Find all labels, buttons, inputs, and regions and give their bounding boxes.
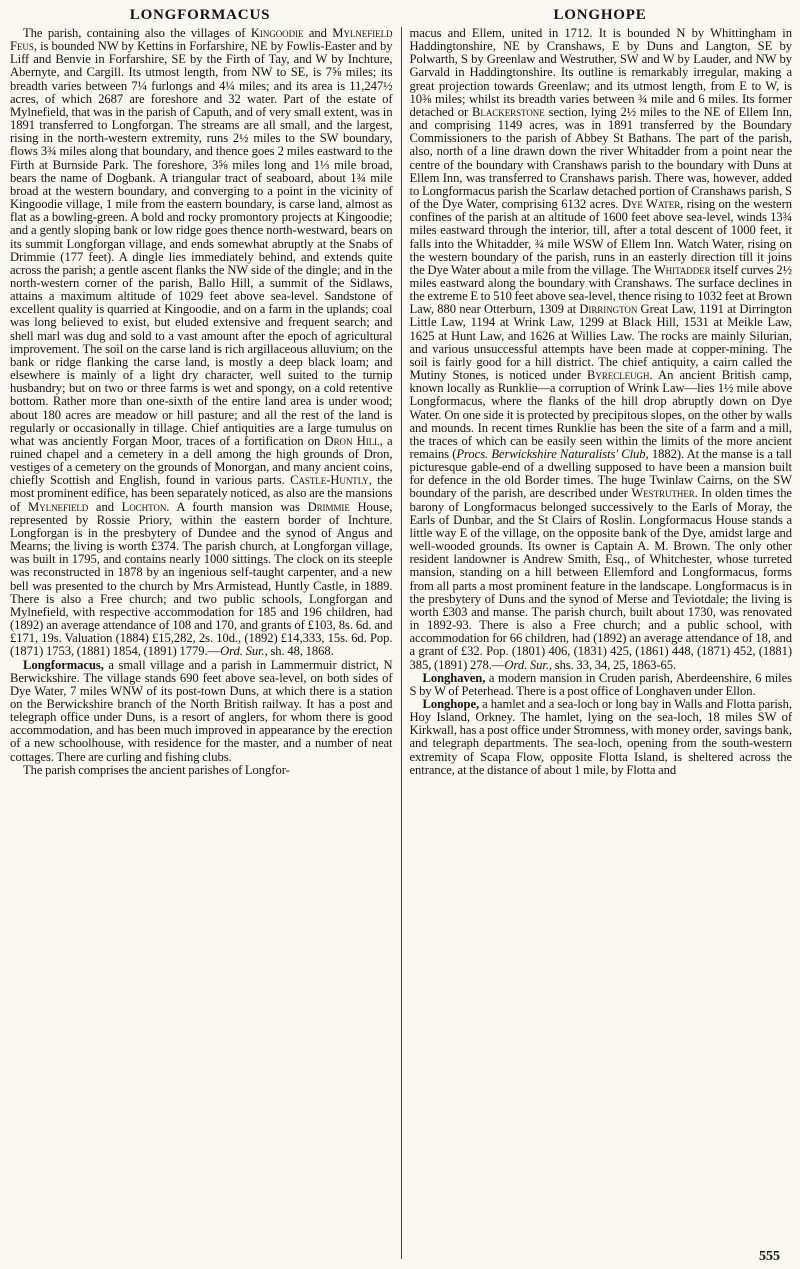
text-segment: Longhope,: [422, 696, 480, 711]
text-segment: and: [303, 26, 333, 40]
text-segment: Lochton: [121, 499, 167, 514]
text-segment: Castle-Huntly: [290, 473, 369, 488]
running-head-left: LONGFORMACUS: [129, 7, 271, 23]
text-segment: and: [88, 499, 122, 514]
text-segment: Blackerstone: [472, 104, 545, 119]
text-segment: a modern mansion in Cruden parish, Aberdeenshire, 6 miles S by W of Peterhead. There is a post office of Longhaven under Ellon.: [409, 670, 792, 698]
text-segment: Longformacus,: [23, 657, 104, 672]
text-columns: [0, 24, 800, 1259]
text-segment: , sh. 48, 1868.: [264, 644, 334, 659]
text-segment: Longhaven,: [422, 670, 486, 685]
text-segment: , a ruined chapel and a cemetery in a dell among the high grounds of Dron, vestiges of a cemetery on the grounds of Monorgan, and many ancient coins, chiefly Scottish and English, found in various parts.: [10, 433, 393, 488]
text-segment: a small village and a parish in Lammermuir district, N Berwickshire. The village stands 690 feet above sea-level, on both sides of Dye Water, 7 miles WNW of its post-town Duns, at which there is a station on the Berwickshire branch of the North British railway. It has a post and telegraph office under Duns, is a resort of anglers, for whom there is good accommodation, and has been much improved in appearance by the erection of a new schoolhouse, with residence for the master, and a number of neat cottages. There are curling and fishing clubs.: [10, 657, 393, 764]
text-segment: itself curves 2½ miles eastward along the boundary with Cranshaws. The surface declines in the extreme E to 510 feet above sea-level, thence rising to 1032 feet at Brown Law, 880 near Otterburn, 1309 at: [409, 262, 793, 317]
text-segment: Great Law, 1191 at Dirrington Little Law, 1194 at Wrink Law, 1299 at Black Hill, 1531 at Meikle Law, 1625 at Hunt Law, and 1626 at Willies Law. The rocks are mainly Silurian, and various unsuccessful attempts have been made at copper-mining. The soil is fairly good for a hill district. The chief antiquity, a cairn called the Mutiny Stones, is noticed under: [409, 302, 792, 383]
text-segment: The parish comprises the ancient parishes of Longfor-: [23, 762, 290, 777]
text-segment: Kingoodie: [250, 26, 304, 40]
paragraph: [410, 672, 793, 698]
paragraph: [10, 27, 393, 659]
running-head-right: LONGHOPE: [553, 7, 647, 23]
text-segment: Westruther: [631, 486, 695, 501]
left-column: [10, 27, 401, 1259]
text-segment: , rising on the western confines of the parish at an altitude of 1600 feet above sea-level, winds 13¾ miles eastward through the interior, till, after a total descent of 1000 feet, it falls into the Whitadder, ¾ mile WSW of Ellem Inn. Watch Water, rising on the western boundary of the parish, runs in an easterly direction till it joins the Dye Water about a mile from the village. The: [409, 197, 792, 277]
paragraph: [410, 698, 793, 777]
text-segment: Ord. Sur.: [504, 657, 549, 672]
text-segment: . A fourth mansion was: [166, 499, 308, 514]
text-segment: Byrecleugh: [587, 368, 650, 383]
text-segment: , shs. 33, 34, 25, 1863-65.: [548, 657, 677, 672]
text-segment: , is bounded NW by Kettins in Forfarshire, NE by Fowlis-Easter and by Liff and Benvie in Forfarshire, SE by the Firth of Tay, and W by Inchture, Abernyte, and Cargill. Its utmost length, from NW to SE, is 7⅝ miles; its breadth varies between 7¼ furlongs and 4¼ miles; and its area is 11,247½ acres, of which 2687 are foreshore and 32 water. Part of the estate of Mylnefield, that was in the parish of Caputh, and of very small extent, was in 1891 transferred to Longforgan. The streams are all small, and the largest, rising in the north-western extremity, runs 2½ miles to the SW boundary, flows 3¾ miles along that boundary, and thence goes 2 miles eastward to the Firth at Burnside Park. The foreshore, 3⅝ miles long and 1⅓ mile broad, bears the name of Dogbank. A triangular tract of seaboard, about 1¾ mile broad at the western boundary, and converging to a point in the vicinity of Kingoodie village, 1 mile from the eastern boundary, is carse land, almost as flat as a bowling-green. A bold and rocky promontory projects at Kingoodie; and a gently sloping bank or low ridge goes thence north-westward, bears on its summit Longforgan village, and ends somewhat abruptly at the Snabs of Drimmie (177 feet). A dingle lies immediately behind, and extends quite across the parish; a gentle ascent flanks the NW side of the dingle; and in the north-western corner of the parish, Ballo Hill, a summit of the Sidlaws, attains a maximum altitude of 1029 feet above sea-level. Sandstone of excellent quality is quarried at Kingoodie, and on a farm in the uplands; coal was long believed to exist, but eluded extensive and frequent search; and shell marl was dug and sold to a vast amount after the epoch of agricultural improvement. The soil on the carse land is rich argillaceous alluvium; on the bank or ridge flanking the carse land, is mostly a deep black loam; and elsewhere is mainly of a light dry character, well suited to the turnip husbandry; but on two or three farms is wet and spongy, on a cold retentive bottom. Rather more than one-sixth of the entire land area is under wood; about 180 acres are meadow or hill pasture; and all the rest of the land is regularly or occasionally in tillage. Chief antiquities are a large tumulus on what was anciently Forgan Moor, traces of a fortification on: [10, 39, 393, 448]
text-segment: Dron Hill: [324, 433, 380, 448]
text-segment: Mylnefield Feus: [10, 26, 393, 54]
text-segment: Mylnefield: [28, 499, 89, 514]
text-segment: section, lying 2½ miles to the NE of Ellem Inn, and comprising 1149 acres, was in 1891 transferred by the Boundary Commissioners to the parish of Abbey St Bathans. The part of the parish, also, north of a line drawn down the river Whitadder from a point near the centre of the boundary with Cranshaws parish to the boundary with Duns at Ellem Inn, was transferred to Cranshaws parish. There was, however, added to Longformacus parish the Scarlaw detached portion of Cranshaws parish, S of the Dye Water, comprising 6132 acres.: [409, 104, 792, 212]
text-segment: . An ancient British camp, known locally as Runklie—a corruption of Wrink Law—lies 1½ mile above Longformacus, where the flanks of the hill drop abruptly down on Dye Water. On one side it is protected by precipitous slopes, on the other by walls and mounds. In recent times Runklie has been the site of a farm and a mill, the traces of which can be easily seen within the limits of the more ancient remains (: [409, 368, 793, 461]
text-segment: Drimmie: [307, 499, 350, 514]
text-segment: , the most prominent edifice, has been separately noticed, as also are the mansions of: [10, 473, 393, 514]
text-segment: The parish, containing also the villages of: [23, 26, 251, 40]
running-heads: [0, 0, 800, 24]
text-segment: Whitadder: [653, 262, 711, 277]
text-segment: House, represented by Rossie Priory, within the eastern border of Inchture. Longforgan is in the presbytery of Dundee and the synod of Angus and Mearns; the living is worth £374. The parish church, at Longforgan village, was built in 1795, and contains nearly 1000 sittings. The clock on its steeple was reconstructed in 1878 by an ingenious self-taught carpenter, and a new bell was presented to the church by Mrs Armistead, Huntly Castle, in 1889. There is also a Free church; and two public schools, Longforgan and Mylnefield, with respective accommodation for 185 and 196 children, had (1892) an average attendance of 108 and 170, and grants of £103, 8s. 6d. and £171, 19s. Valuation (1884) £15,282, 2s. 10d., (1892) £14,333, 15s. 6d. Pop. (1871) 1753, (1881) 1854, (1891) 1779.—: [10, 499, 393, 659]
page-number: 555: [759, 1249, 780, 1264]
text-segment: Dirrington: [579, 302, 638, 317]
text-segment: . In olden times the barony of Longformacus belonged successively to the Earls of Moray, the Earls of Dunbar, and the St Clairs of Roslin. Longformacus House stands a little way E of the village, on the opposite bank of the Dye, amidst large and well-wooded grounds. Its owner is Captain A. M. Brown. The only other resident landowner is Andrew Smith, Esq., of Whitchester, whose turreted mansion, standing on a hill between Ellemford and Longformacus, forms from all parts a most prominent feature in the landscape. Longformacus is in the presbytery of Duns and the synod of Merse and Teviotdale; the living is worth £303 and manse. The parish church, built about 1730, was renovated in 1892-93. There is also a Free church; and a public school, with accommodation for 66 children, had (1892) an average attendance of 18, and a grant of £32. Pop. (1801) 406, (1831) 425, (1861) 448, (1871) 452, (1881) 385, (1891) 278.—: [409, 486, 792, 672]
right-column: [402, 27, 793, 1259]
text-segment: Procs. Berwickshire Naturalists' Club: [456, 447, 646, 461]
text-segment: , 1882). At the manse is a tall picturesque gable-end of a dwelling supposed to have been a mansion built for defence in the old Border times. The huge Twinlaw Cairns, on the SW boundary of the parish, are described under: [409, 447, 793, 501]
text-segment: macus and Ellem, united in 1712. It is bounded N by Whittingham in Haddingtonshire, NE by Cranshaws, E by Duns and Langton, SE by Polwarth, S by Greenlaw and Westruther, SW and W by Lauder, and NW by Garvald in Haddingtonshire. Its outline is remarkably irregular, making a great projection towards Greenlaw; and its utmost length, from E to W, is 10⅜ miles; whilst its breadth varies between ¾ mile and 6 miles. Its former detached or: [409, 26, 792, 119]
paragraph: [10, 659, 393, 764]
text-segment: Ord. Sur.: [220, 644, 265, 659]
paragraph: [10, 764, 393, 777]
text-segment: a hamlet and a sea-loch or long bay in Walls and Flotta parish, Hoy Island, Orkney. The hamlet, lying on the sea-loch, 18 miles SW of Kirkwall, has a post office under Stromness, with money order, savings bank, and telegraph departments. The sea-loch, opening from the south-western extremity of Scapa Flow, opposite Flotta Island, is sheltered across the entrance, at the distance of about 1 mile, by Flotta and: [409, 696, 792, 777]
paragraph: [410, 27, 793, 672]
text-segment: Dye Water: [621, 197, 681, 212]
